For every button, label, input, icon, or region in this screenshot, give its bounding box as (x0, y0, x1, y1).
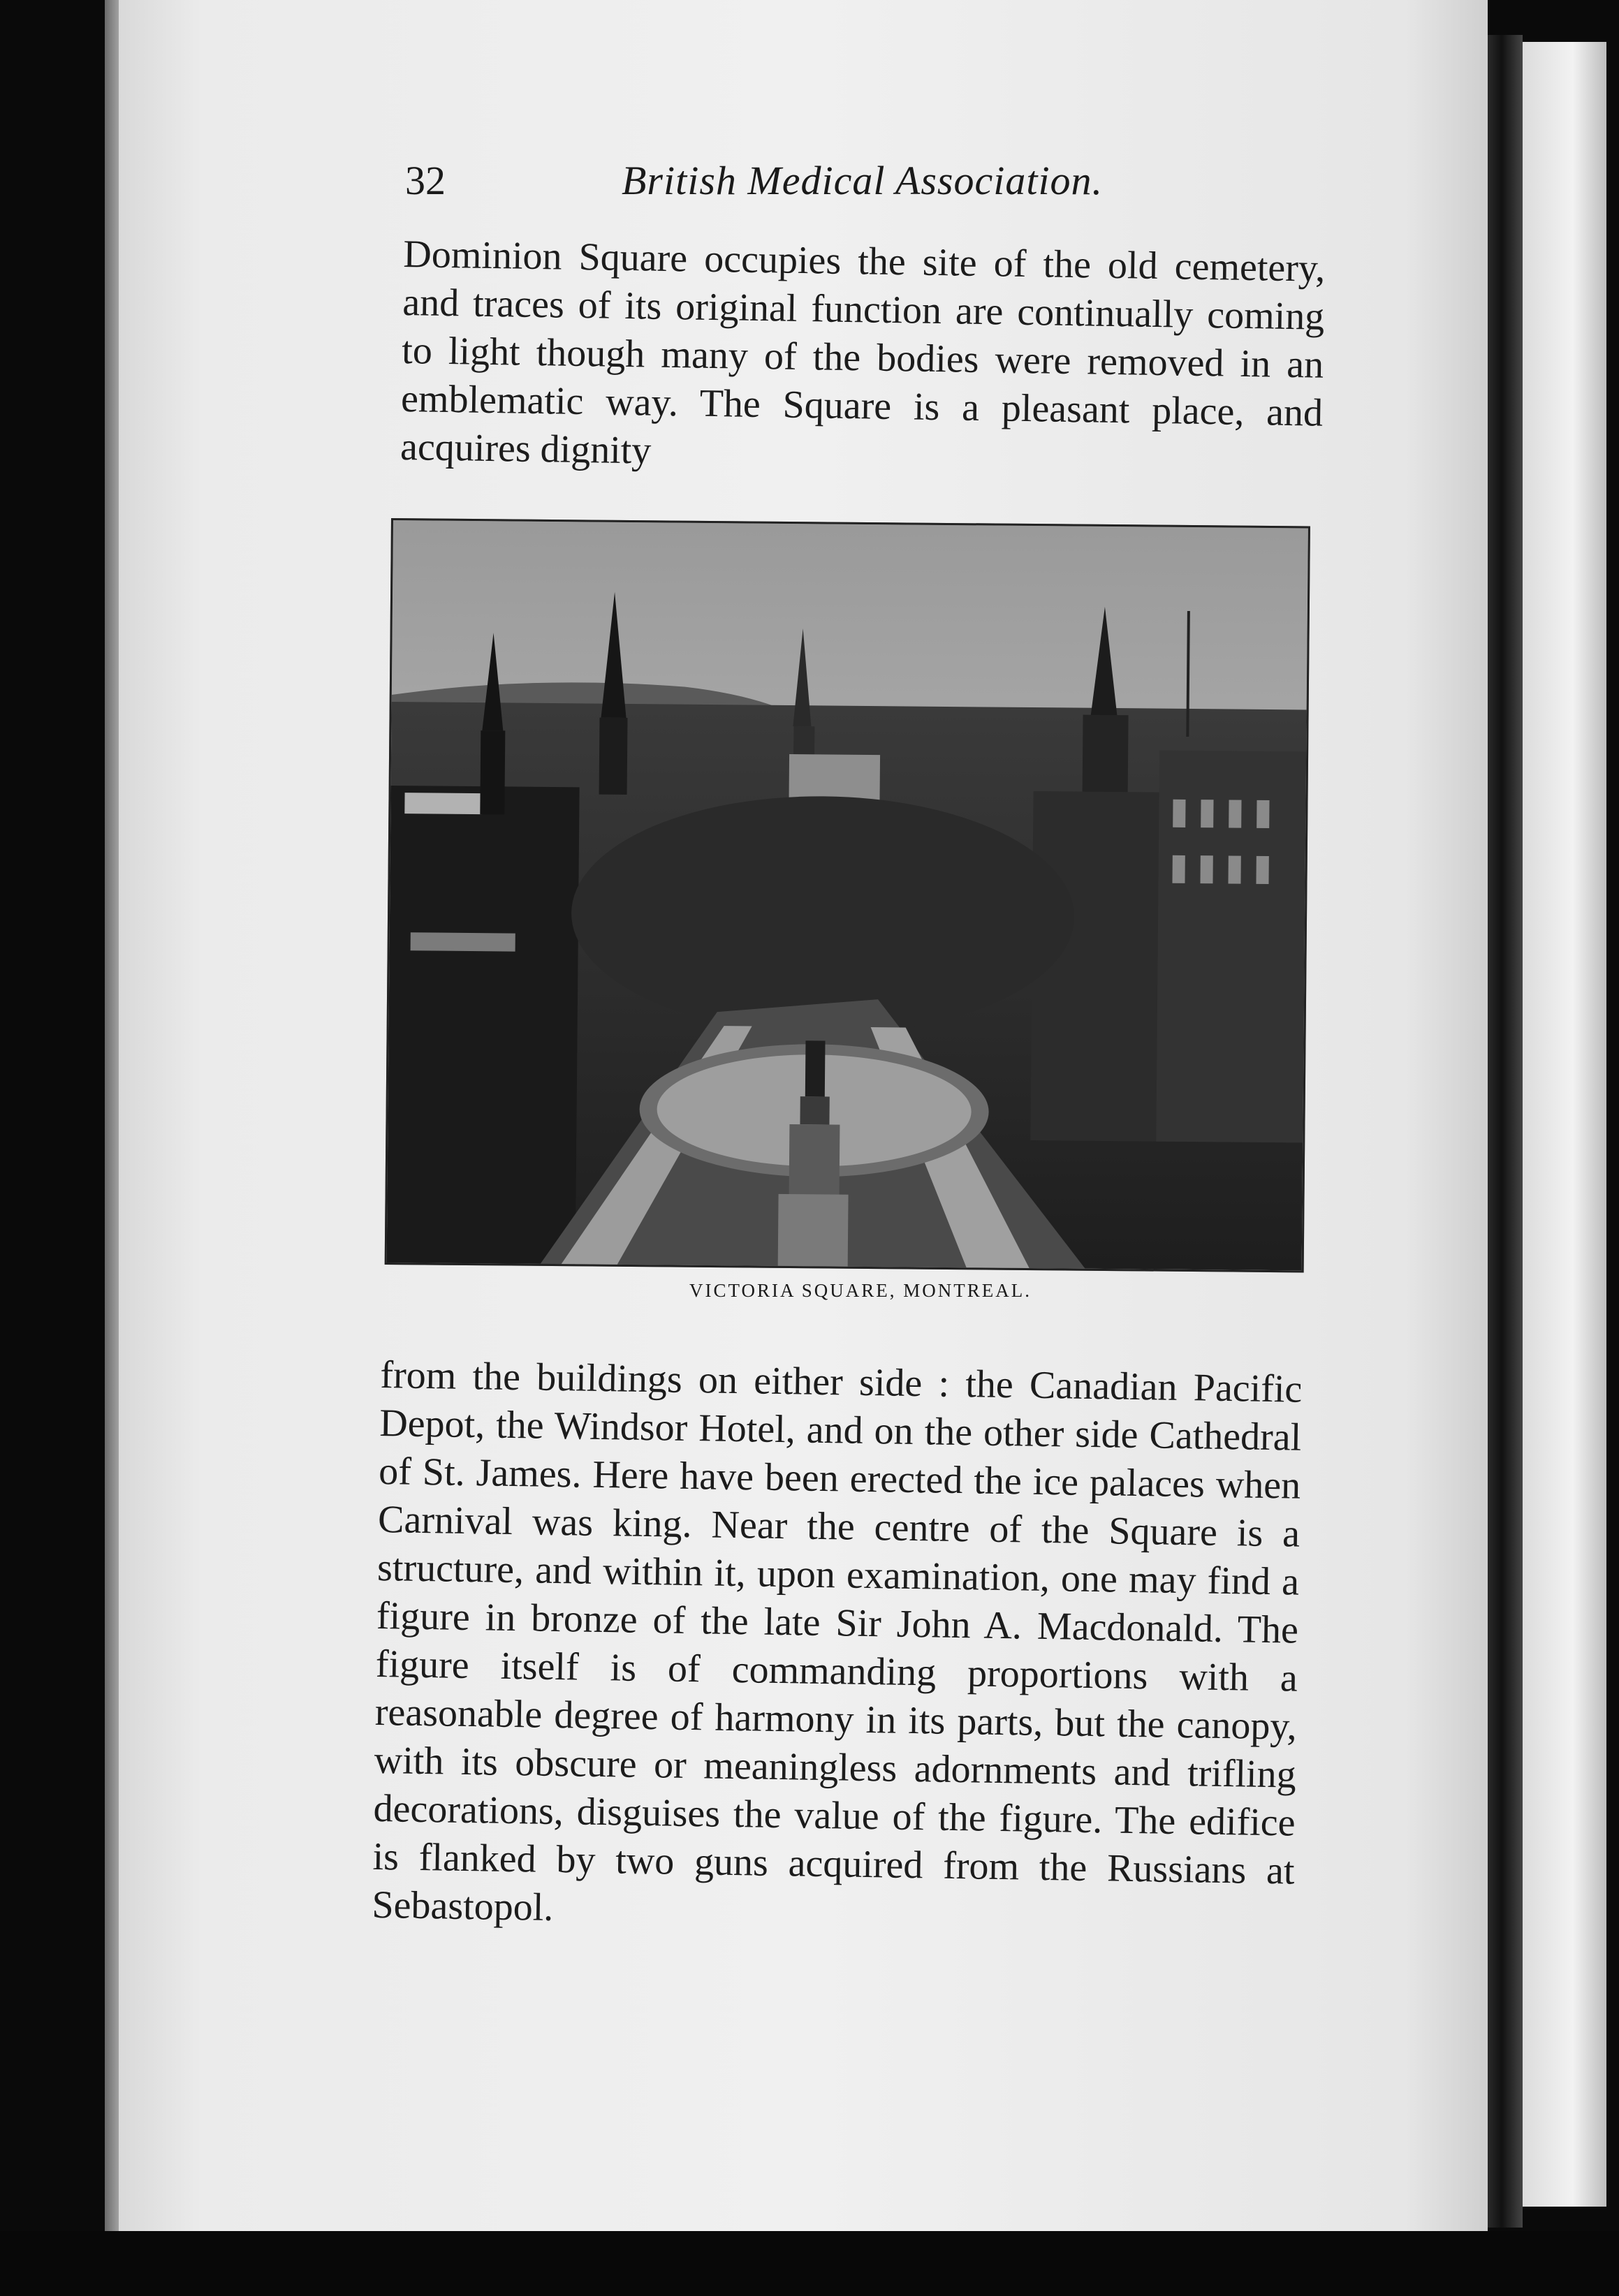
body-paragraph-bottom: from the buildings on either side : the Canadian Pacific Depot, the Windsor Hotel, and on the other side Cathedral of St. James. Here have been erected the ice palaces when Carnival was king. Near the centre of the Square is a structure, and within it, upon examination, one may find a figure in bronze of the late Sir John A. Macdonald. The figure itself is of commanding proportions with a reasonable degree of harmony in its parts, but the canopy, with its obscure or meaningless adornments and trifling decorations, disguises the value of the figure. The edifice is flanked by two guns acquired from the Russians at Sebastopol. (372, 1353, 1303, 1929)
photo-illustration (387, 520, 1308, 1270)
page-number: 32 (405, 158, 446, 203)
scan-border-bottom (0, 2231, 1619, 2296)
next-page-edge (1523, 42, 1606, 2207)
book-gutter-right (1488, 35, 1523, 2228)
body-paragraph-top: Dominion Square occupies the site of the old cemetery, and traces of its original function are continually coming to light though many of the bodies were removed in an emblematic way. The Square is a pleasant place, and acquires dignity (400, 232, 1326, 473)
running-title: British Medical Association. (622, 158, 1104, 203)
photo-caption: VICTORIA SQUARE, MONTREAL. (689, 1280, 1032, 1301)
victoria-square-photo (385, 518, 1310, 1272)
page-header (405, 157, 1131, 206)
